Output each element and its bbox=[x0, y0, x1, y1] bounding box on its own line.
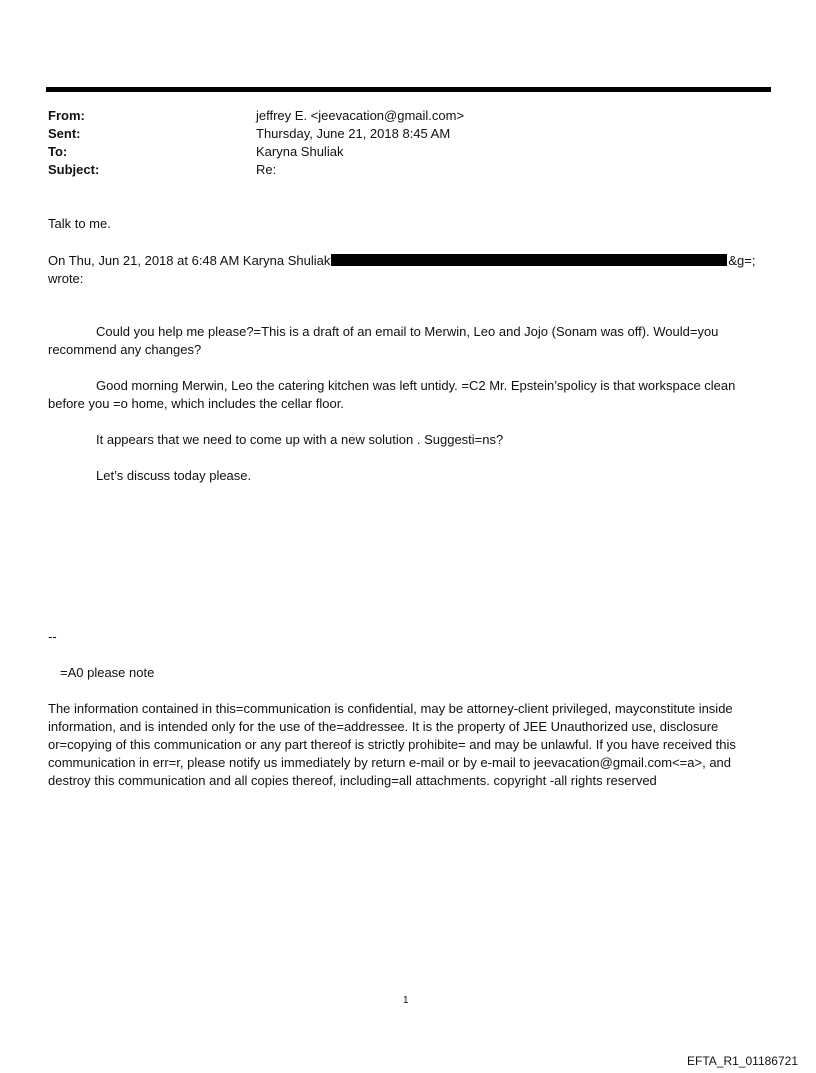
header-divider bbox=[46, 87, 771, 92]
quote-intro-line2: wrote: bbox=[48, 271, 84, 286]
page-number: 1 bbox=[403, 995, 409, 1006]
from-value: jeffrey E. <jeevacation@gmail.com> bbox=[256, 108, 465, 123]
quote-intro-suffix: &g=; bbox=[728, 253, 756, 268]
confidentiality-disclaimer: The information contained in this=communication is confidential, may be attorney-client privileged, mayconstitute inside information, and is intended only for the use of the=addressee. It is the property of JEE Unauthorized use, disclosure or=copying of this communication or any part thereof is strictly prohibite= and may be unlawful. If you have received this communication in err=r, please notify us immediately by return e-mail or by e-mail to jeevacation@gmail.com<=a>, and destroy this communication and all copies thereof, including=all attachments. copyright -all rights reserved bbox=[48, 701, 736, 788]
signature-note: =A0 please note bbox=[60, 665, 155, 680]
subject-label: Subject: bbox=[48, 162, 100, 177]
quote-intro bbox=[48, 252, 755, 270]
quote-intro-prefix: On Thu, Jun 21, 2018 at 6:48 AM Karyna Shuliak bbox=[48, 253, 331, 268]
to-label: To: bbox=[48, 144, 68, 159]
quoted-paragraph-3: It appears that we need to come up with a new solution . Suggesti=ns? bbox=[96, 432, 504, 447]
quoted-paragraph-2: Good morning Merwin, Leo the catering kitchen was left untidy. =C2 Mr. Epstein’spolicy is that workspace clean before you =o home, which includes the cellar floor. bbox=[48, 378, 736, 411]
from-label: From: bbox=[48, 108, 85, 123]
document-id: EFTA_R1_01186721 bbox=[687, 1054, 798, 1068]
sent-label: Sent: bbox=[48, 126, 81, 141]
sent-value: Thursday, June 21, 2018 8:45 AM bbox=[256, 126, 451, 141]
to-value: Karyna Shuliak bbox=[256, 144, 344, 159]
quoted-paragraph-4: Let’s discuss today please. bbox=[96, 468, 252, 483]
signature-separator: -- bbox=[48, 629, 57, 644]
reply-text: Talk to me. bbox=[48, 216, 111, 231]
redaction-bar bbox=[331, 254, 727, 266]
subject-value: Re: bbox=[256, 162, 277, 177]
quoted-paragraph-1: Could you help me please?=This is a draft of an email to Merwin, Leo and Jojo (Sonam was off). Would=you recommend any changes? bbox=[48, 324, 719, 357]
